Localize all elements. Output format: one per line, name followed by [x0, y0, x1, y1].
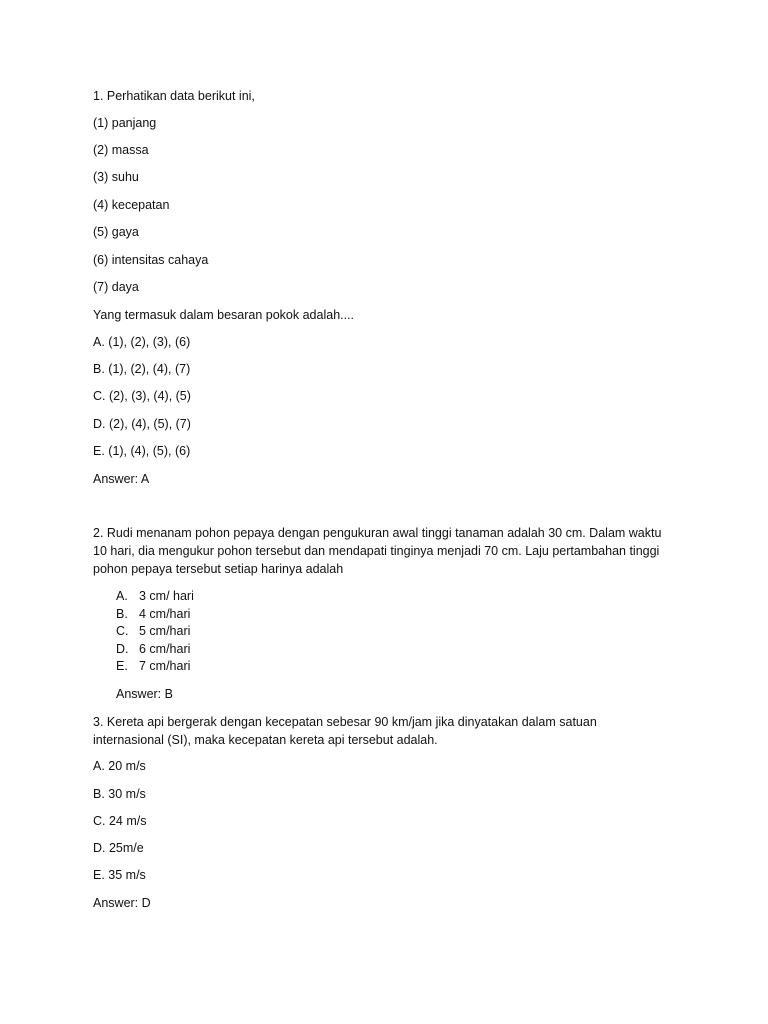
q3-option: B. 30 m/s — [93, 787, 146, 801]
q2-option — [116, 587, 194, 605]
q1-option: E. (1), (4), (5), (6) — [93, 444, 191, 458]
q1-item: (2) massa — [93, 143, 149, 157]
q3-option: E. 35 m/s — [93, 868, 146, 882]
q1-option: A. (1), (2), (3), (6) — [93, 335, 191, 349]
q2-answer: Answer: B — [116, 687, 173, 701]
q2-option-marker: D. — [116, 642, 129, 656]
q1-item: (1) panjang — [93, 116, 157, 130]
q2-option-text: 7 cm/hari — [139, 659, 191, 673]
q2-option-marker: C. — [116, 624, 129, 638]
q1-prompt: Yang termasuk dalam besaran pokok adalah.... — [93, 308, 355, 322]
q2-option — [116, 605, 190, 623]
q1-item: (7) daya — [93, 280, 139, 294]
q2-option-marker: A. — [116, 589, 128, 603]
q1-item: (4) kecepatan — [93, 198, 170, 212]
q3-question: 3. Kereta api bergerak dengan kecepatan sebesar 90 km/jam jika dinyatakan dalam satuan internasional (SI), maka kecepatan kereta api tersebut adalah. — [93, 715, 597, 747]
q2-option-text: 6 cm/hari — [139, 642, 191, 656]
q2-option — [116, 640, 190, 658]
q2-option-marker: E. — [116, 659, 128, 673]
q2-option-marker: B. — [116, 607, 128, 621]
q1-item: (3) suhu — [93, 170, 139, 184]
q1-question: 1. Perhatikan data berikut ini, — [93, 89, 255, 103]
q1-item: (6) intensitas cahaya — [93, 253, 209, 267]
q3-option: D. 25m/e — [93, 841, 144, 855]
q1-item: (5) gaya — [93, 225, 139, 239]
q2-option-text: 5 cm/hari — [139, 624, 191, 638]
q2-option — [116, 622, 190, 640]
q3-answer: Answer: D — [93, 896, 151, 910]
q1-option: B. (1), (2), (4), (7) — [93, 362, 191, 376]
q2-option — [116, 657, 190, 675]
q2-question: 2. Rudi menanam pohon pepaya dengan pengukuran awal tinggi tanaman adalah 30 cm. Dalam waktu 10 hari, dia mengukur pohon tersebut dan mendapati tinginya menjadi 70 cm. Laju pertambahan tinggi pohon pepaya tersebut setiap harinya adalah — [93, 526, 662, 576]
q1-answer: Answer: A — [93, 472, 150, 486]
q1-option: C. (2), (3), (4), (5) — [93, 389, 191, 403]
q2-option-text: 4 cm/hari — [139, 607, 191, 621]
q3-option: A. 20 m/s — [93, 759, 146, 773]
q2-option-text: 3 cm/ hari — [139, 589, 194, 603]
q1-option: D. (2), (4), (5), (7) — [93, 417, 191, 431]
q3-option: C. 24 m/s — [93, 814, 147, 828]
